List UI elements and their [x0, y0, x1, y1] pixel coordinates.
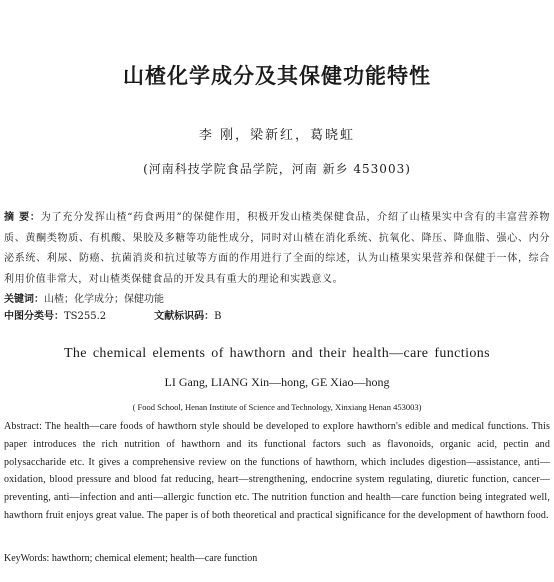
abstract-text-en: The health—care foods of hawthorn style should be developed to explore hawthorn's edible and medical functions. This paper introduces the rich nutrition of hawthorn and its functional factors such as flavonoids, organic acid, pectin and polysaccharide etc. It gives a comprehensive review on the functions of hawthorn, which includes digestion—assistance, anti—oxidation, blood pressure and blood fat reducing, heart—strengthening, endocrine system regulating, diuretic function, cancer—preventing, anti—infection and anti—allergic function etc. The nutrition function and health—care function being integrated well, hawthorn fruit enjoys great value. The paper is of both theoretical and practical significance for the development of hawthorn food. — [4, 421, 550, 521]
classification-line — [4, 307, 222, 322]
abstract-cn — [4, 208, 550, 290]
abstract-label-cn: 摘 要： — [4, 212, 41, 223]
keywords-cn — [4, 290, 164, 305]
authors-cn: 李 刚，梁新红，葛晓虹 — [198, 128, 356, 143]
keywords-en — [4, 553, 257, 564]
keywords-label-en: KeyWords: — [4, 553, 50, 564]
class-value: TS255.2 — [64, 311, 107, 322]
paper-title-cn: 山楂化学成分及其保健功能特性 — [123, 63, 431, 88]
abstract-label-en: Abstract: — [4, 421, 43, 432]
affiliation-cn: (河南科技学院食品学院，河南 新乡 453003) — [143, 162, 411, 176]
affiliation-en: ( Food School, Henan Institute of Science and Technology, Xinxiang Henan 453003) — [132, 402, 422, 412]
paper-title-en: The chemical elements of hawthorn and their health—care functions — [63, 346, 491, 361]
abstract-text-cn: 为了充分发挥山楂“药食两用”的保健作用，积极开发山楂类保健食品，介绍了山楂果实中含有的丰富营养物质、黄酮类物质、有机酸、果胶及多糖等功能性成分，同时对山楂在消化系统、抗氧化、降压、降血脂、强心、内分泌系统、利尿、防癌、抗菌消炎和抗过敏等方面的作用进行了全面的综述，认为山楂果实果营养和保健于一体，综合利用价值非常大，对山楂类保健食品的开发具有重大的理论和实践意义。 — [4, 212, 550, 285]
keywords-label-cn: 关键词： — [4, 294, 44, 305]
doc-label-cn: 文献标识码： — [154, 311, 215, 322]
abstract-en — [4, 418, 550, 525]
keywords-text-en: hawthorn; chemical element; health—care function — [51, 553, 258, 564]
doc-value: B — [214, 311, 222, 322]
authors-en: LI Gang, LIANG Xin—hong, GE Xiao—hong — [164, 375, 390, 389]
keywords-text-cn: 山楂；化学成分；保健功能 — [44, 294, 164, 305]
class-label-cn: 中图分类号： — [4, 311, 64, 322]
